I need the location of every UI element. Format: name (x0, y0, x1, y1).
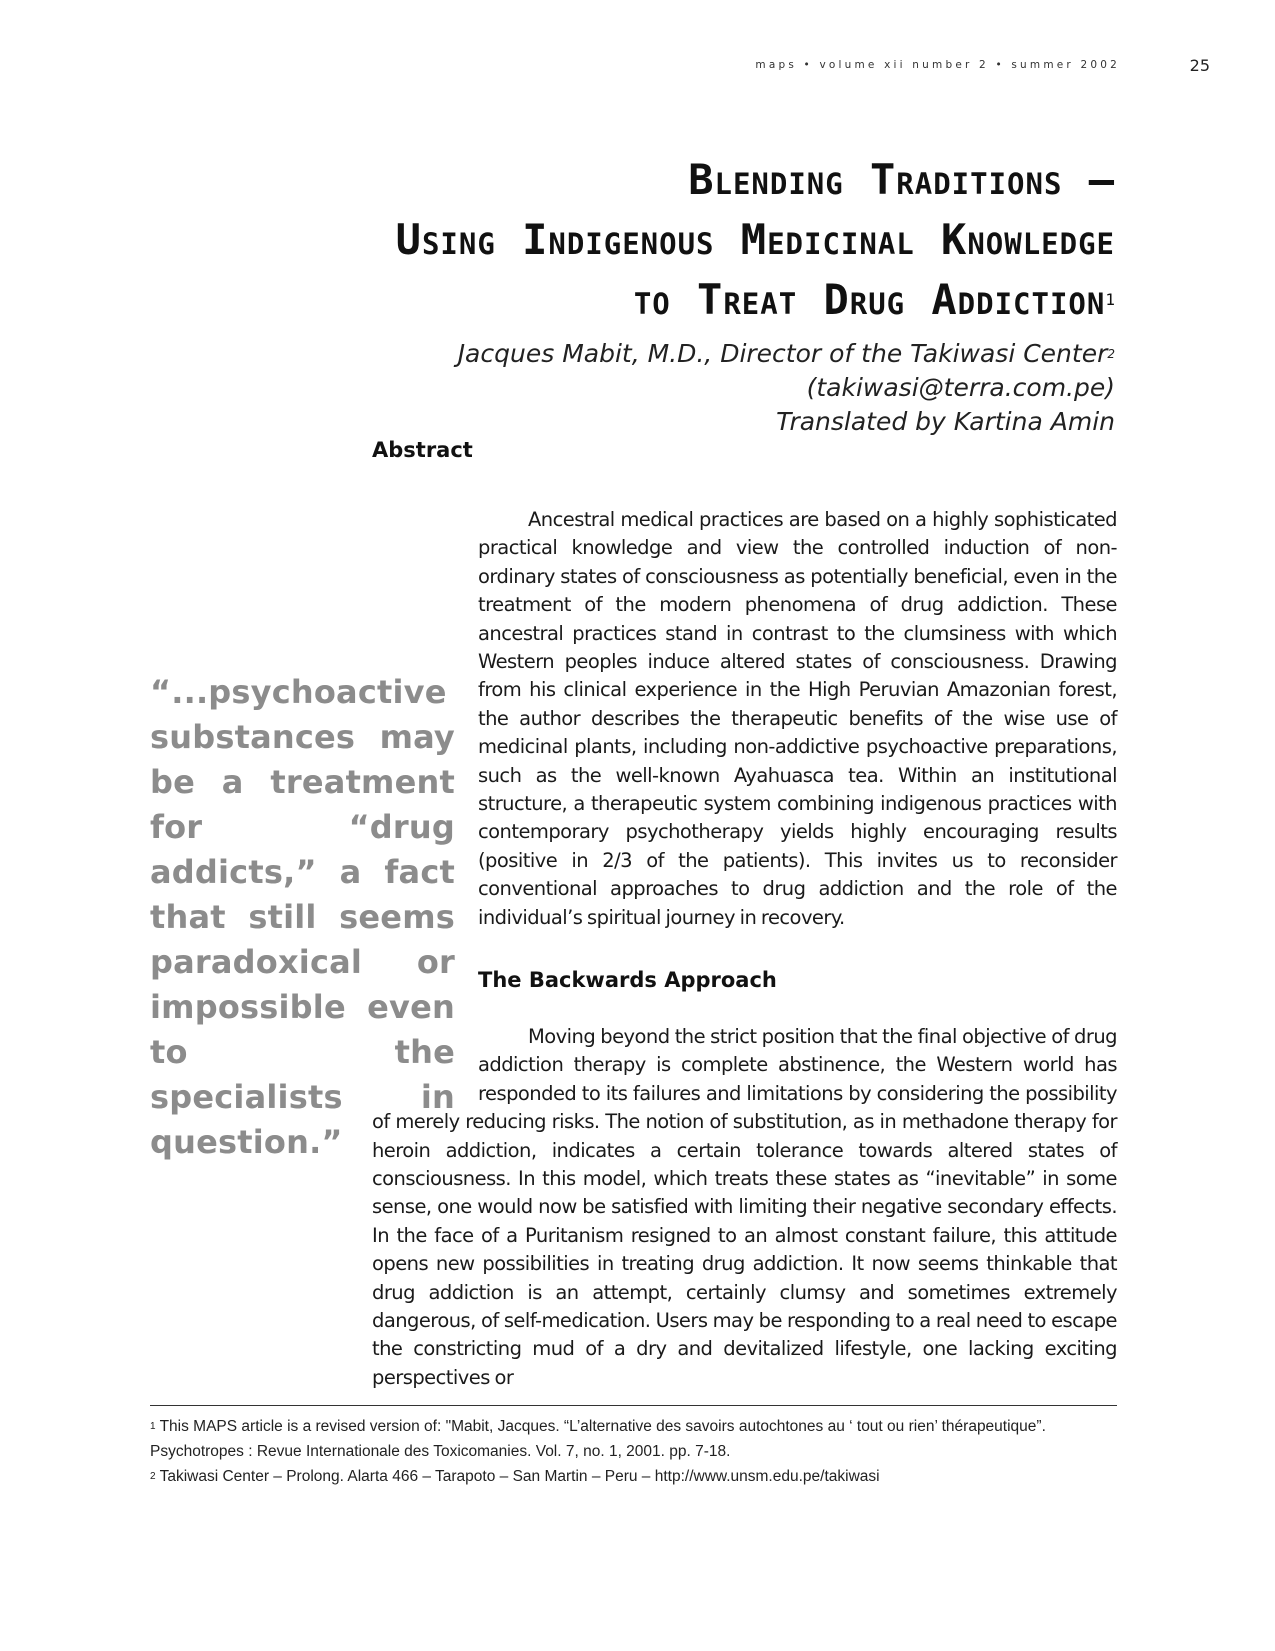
section-paragraph (372, 1023, 1117, 1392)
abstract-text: Ancestral medical practices are based on a highly sophisticated practical knowledge and view the controlled induction of non-ordinary states of consciousness as potentially beneficial, even in the treatment of the modern phenomena of drug addiction. These ancestral practices stand in contrast to the clumsiness with which Western peoples induce altered states of consciousness. Drawing from his clinical experience in the High Peruvian Amazonian forest, the author describes the therapeutic benefits of the wise use of medicinal plants, including non-addictive psychoactive preparations, such as the well-known Ayahuasca tea. Within an institutional structure, a therapeutic system combining indigenous practices with contemporary psychotherapy yields highly encouraging results (positive in 2/3 of the patients). This invites us to reconsider conventional approaches to drug addiction and the role of the individual’s spiritual journey in recovery. (478, 508, 1117, 929)
byline (150, 337, 1115, 439)
translator-line: Translated by Kartina Amin (776, 407, 1115, 436)
author-line (150, 337, 1115, 405)
author-footnote-ref: 2 (1107, 347, 1115, 361)
footnote-divider (150, 1405, 1117, 1406)
title-line-3 (160, 270, 1115, 330)
author-email: (takiwasi@terra.com.pe) (806, 373, 1115, 402)
running-head: maps • volume xii number 2 • summer 2002 (755, 59, 1120, 71)
footnotes (150, 1414, 1117, 1489)
footnote-2-marker: 2 (150, 1471, 156, 1482)
footnote-2-text: Takiwasi Center – Prolong. Alarta 466 – Tarapoto – San Martin – Peru – http://www.unsm.edu.pe/takiwasi (155, 1468, 880, 1485)
title-line-1: Blending Traditions – (688, 155, 1115, 204)
title-line-3-text: to Treat Drug Addiction (633, 275, 1106, 324)
footnote-1-marker: 1 (150, 1421, 156, 1432)
section-heading: The Backwards Approach (478, 968, 777, 992)
footnote-1-text: This MAPS article is a revised version of: "Mabit, Jacques. “L’alternative des savoirs autochtones au ‘ tout ou rien’ thérapeutique”. Psychotropes : Revue Internationale des Toxicomanies. Vol. 7, no. 1, 2001. pp. 7-18. (150, 1418, 1046, 1460)
footnote-2 (150, 1464, 1117, 1489)
footnote-1 (150, 1414, 1117, 1464)
article-title (160, 150, 1115, 330)
section-spacer (372, 1023, 478, 1105)
title-line-2: Using Indigenous Medicinal Knowledge (395, 215, 1115, 264)
title-footnote-ref: 1 (1105, 290, 1115, 309)
page-number: 25 (1189, 56, 1210, 75)
pull-quote: “...psychoactive substances may be a treatment for “drug addicts,” a fact that still seems paradoxical or impossible even to the specialists in question.” (150, 673, 455, 1161)
author-name: Jacques Mabit, M.D., Director of the Takiwasi Center (457, 339, 1108, 368)
section-text: Moving beyond the strict position that the final objective of drug addiction therapy is complete abstinence, the Western world has responded to its failures and limitations by considering the possibility of merely reducing risks. The notion of substitution, as in methadone therapy for heroin addiction, indicates a certain tolerance towards altered states of consciousness. In this model, which treats these states as “inevitable” in some sense, one would now be satisfied with limiting their negative secondary effects. In the face of a Puritanism resigned to an almost constant failure, this attitude opens new possibilities in treating drug addiction. It now seems thinkable that drug addiction is an attempt, certainly clumsy and sometimes extremely dangerous, of self-medication. Users may be responding to a real need to escape the constricting mud of a dry and devitalized lifestyle, one lacking exciting perspectives or (372, 1025, 1117, 1389)
abstract-heading: Abstract (372, 438, 473, 462)
